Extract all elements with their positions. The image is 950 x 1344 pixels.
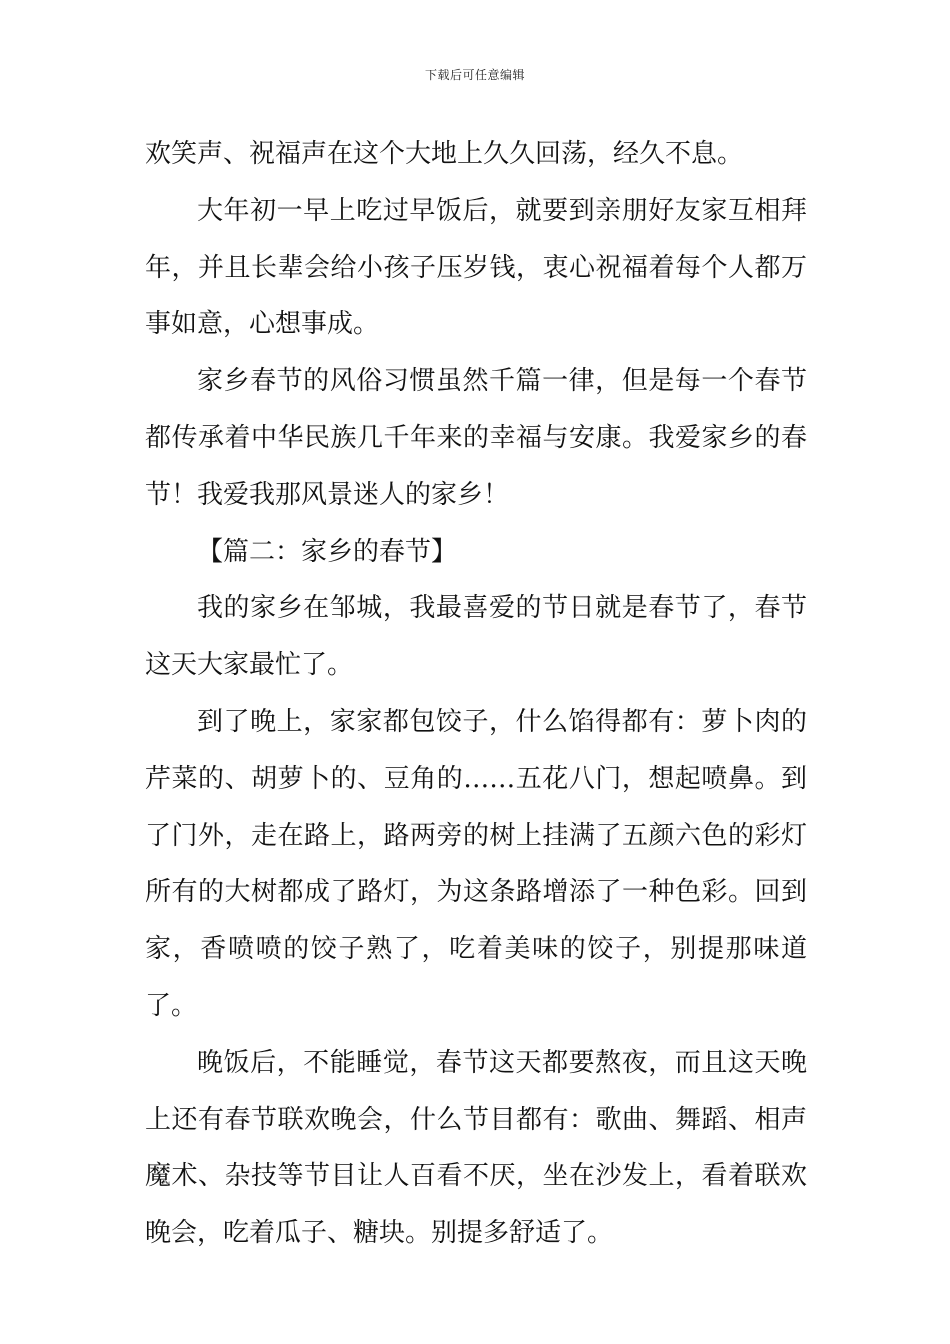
page-header: 下载后可任意编辑 — [424, 68, 525, 82]
document-body — [145, 126, 807, 1262]
paragraph-3: 家乡春节的风俗习惯虽然千篇一律，但是每一个春节都传承着中华民族几千年来的幸福与安康。我爱家乡的春节！我爱我那风景迷人的家乡！ — [145, 366, 807, 510]
paragraph-5: 到了晚上，家家都包饺子，什么馅得都有：萝卜肉的芹菜的、胡萝卜的、豆角的……五花八门，想起喷鼻。到了门外，走在路上，路两旁的树上挂满了五颜六色的彩灯所有的大树都成了路灯，为这条路增添了一种色彩。回到家，香喷喷的饺子熟了，吃着美味的饺子，别提那味道了。 — [145, 706, 807, 1021]
paragraph-4: 我的家乡在邹城，我最喜爱的节日就是春节了，春节这天大家最忙了。 — [145, 593, 807, 681]
paragraph-1: 欢笑声、祝福声在这个大地上久久回荡，经久不息。 — [145, 139, 744, 169]
section-heading: 【篇二：家乡的春节】 — [197, 536, 458, 567]
paragraph-6: 晚饭后，不能睡觉，春节这天都要熬夜，而且这天晚上还有春节联欢晚会，什么节目都有：歌曲、舞蹈、相声魔术、杂技等节目让人百看不厌，坐在沙发上，看着联欢晚会，吃着瓜子、糖块。别提多舒适了。 — [145, 1047, 807, 1249]
paragraph-2: 大年初一早上吃过早饭后，就要到亲朋好友家互相拜年，并且长辈会给小孩子压岁钱，衷心祝福着每个人都万事如意，心想事成。 — [145, 195, 807, 340]
